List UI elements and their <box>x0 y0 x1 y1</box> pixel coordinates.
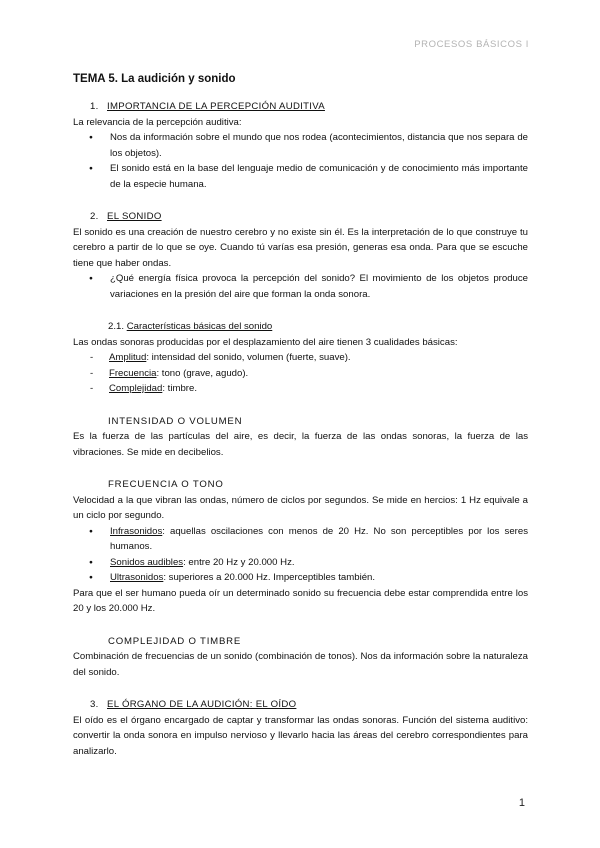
section-title: EL ÓRGANO DE LA AUDICIÓN: EL OÍDO <box>107 699 297 710</box>
intensidad-paragraph: Es la fuerza de las partículas del aire, es decir, la fuerza de las ondas sonoras, la fuerza de las vibraciones. Se mide en decibelios. <box>73 431 528 458</box>
section-3-paragraph: El oído es el órgano encargado de captar y transformar las ondas sonoras. Función del sistema auditivo: convertir la onda sonora en impulso nervioso y llevarlo hacia las áreas del cerebro correspondientes para analizarlo. <box>73 714 528 757</box>
term-desc: : tono (grave, agudo). <box>156 367 249 379</box>
complejidad-heading: COMPLEJIDAD O TIMBRE <box>108 635 242 647</box>
list-item <box>73 570 528 586</box>
section-title: IMPORTANCIA DE LA PERCEPCIÓN AUDITIVA <box>107 101 325 112</box>
section-number: 2. <box>90 211 99 222</box>
section-number: 3. <box>90 699 99 710</box>
term: Ultrasonidos <box>110 572 164 583</box>
qualities-list <box>73 350 528 397</box>
subsection-2-1-intro: Las ondas sonoras producidas por el desplazamiento del aire tienen 3 cualidades básicas: <box>73 336 458 348</box>
list-item <box>73 381 528 397</box>
list-item <box>73 555 528 571</box>
list-item <box>73 366 528 382</box>
section-1-list <box>73 130 528 192</box>
section-2-list <box>73 271 528 302</box>
running-header: PROCESOS BÁSICOS I <box>414 39 529 50</box>
term: Infrasonidos <box>110 525 163 537</box>
subsection-2-1-heading <box>73 319 528 335</box>
intensidad-heading: INTENSIDAD O VOLUMEN <box>108 415 243 427</box>
frecuencia-list <box>73 524 528 586</box>
term-desc: : intensidad del sonido, volumen (fuerte, suave). <box>146 352 351 363</box>
section-1-intro: La relevancia de la percepción auditiva: <box>73 116 242 128</box>
term-desc: : superiores a 20.000 Hz. Imperceptibles también. <box>163 572 376 583</box>
section-2-paragraph: El sonido es una creación de nuestro cerebro y no existe sin él. Es la interpretación de lo que construye tu cerebro a partir de lo que se oye. Cuando tú varías esa presión, generas esa onda. Para que se escuche tiene que haber ondas. <box>73 226 528 269</box>
section-2-heading <box>73 209 528 225</box>
term-desc: : aquellas oscilaciones con menos de 20 Hz. No son perceptibles por los seres humanos. <box>110 525 528 552</box>
document-body <box>73 72 528 759</box>
list-item: ● Nos da información sobre el mundo que nos rodea (acontecimientos, distancia que nos separa de los objetos). <box>73 130 528 161</box>
term-desc: : entre 20 Hz y 20.000 Hz. <box>183 556 295 568</box>
list-item <box>73 350 528 366</box>
list-item <box>73 524 528 555</box>
document-title: TEMA 5. La audición y sonido <box>73 73 236 85</box>
section-3-heading <box>73 697 528 713</box>
complejidad-paragraph: Combinación de frecuencias de un sonido (combinación de tonos). Nos da información sobre la naturaleza del sonido. <box>73 651 528 678</box>
frecuencia-heading: FRECUENCIA O TONO <box>108 479 224 490</box>
term: Complejidad <box>109 383 163 394</box>
section-1-heading <box>73 99 528 115</box>
term: Frecuencia <box>109 367 157 379</box>
subsection-title: Características básicas del sonido <box>126 321 273 332</box>
subsection-number: 2.1. <box>108 321 125 332</box>
frecuencia-paragraph: Velocidad a la que vibran las ondas, número de ciclos por segundos. Se mide en hercios: 1 Hz equivale a un ciclo por segundo. <box>73 494 528 521</box>
term: Sonidos audibles <box>110 556 184 568</box>
list-item: ● El sonido está en la base del lenguaje medio de comunicación y de conocimiento más importante de la especie humana. <box>73 161 528 192</box>
section-number: 1. <box>90 101 99 112</box>
frecuencia-paragraph-2: Para que el ser humano pueda oír un determinado sonido su frecuencia debe estar comprendida entre los 20 y los 20.000 Hz. <box>73 587 528 614</box>
section-title: EL SONIDO <box>107 211 162 222</box>
page-number: 1 <box>518 797 525 809</box>
term-desc: : timbre. <box>162 383 197 394</box>
list-item: ● ¿Qué energía física provoca la percepción del sonido? El movimiento de los objetos produce variaciones en la presión del aire que forman la onda sonora. <box>73 271 528 302</box>
term: Amplitud <box>109 352 147 363</box>
